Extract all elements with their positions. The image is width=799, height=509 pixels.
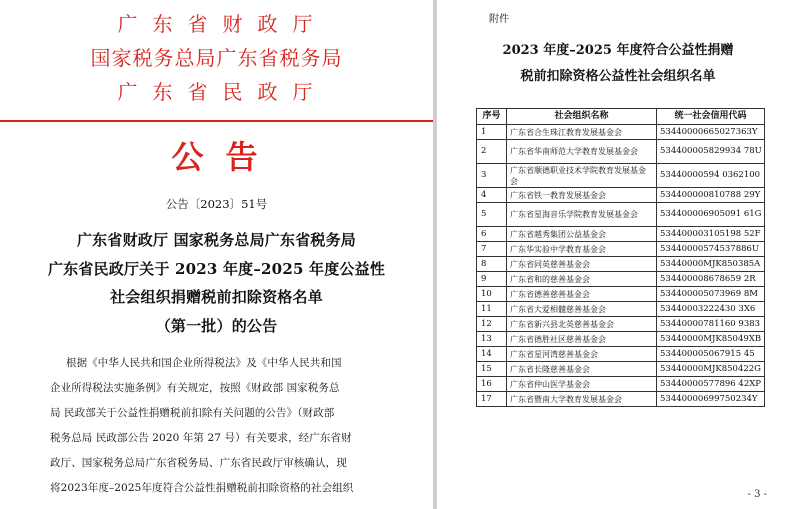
row-number: 9 (477, 272, 507, 287)
credit-code: 534400006905091 61G (657, 203, 765, 227)
table-row (477, 140, 765, 164)
credit-code: 534400008678659 2R (657, 272, 765, 287)
organization-name: 广东省越秀集团公益基金会 (507, 227, 657, 242)
row-number: 15 (477, 362, 507, 377)
table-row (477, 242, 765, 257)
credit-code: 53440000MJK85049XB (657, 332, 765, 347)
table-row (477, 317, 765, 332)
row-number: 7 (477, 242, 507, 257)
credit-code: 53440000MJK850422G (657, 362, 765, 377)
row-number: 4 (477, 188, 507, 203)
announcement-heading-line: 广东省财政厅 国家税务总局广东省税务局 (76, 231, 357, 249)
organization-name: 广东省新兴县北英慈善基金会 (507, 317, 657, 332)
row-number: 2 (477, 140, 507, 164)
credit-code: 53440000781160 9383 (657, 317, 765, 332)
credit-code: 534400005829934 78U (657, 140, 765, 164)
row-number: 8 (477, 257, 507, 272)
issuer-tax-bureau: 国家税务总局广东省税务局 (90, 46, 343, 70)
credit-code: 53440000MJK850385A (657, 257, 765, 272)
list-title-line: 2023 年度–2025 年度符合公益性捐赠 (502, 43, 734, 58)
announcement-heading-line: （第一批）的公告 (155, 317, 278, 335)
table-row (477, 347, 765, 362)
organization-name: 广东省同英慈善基金会 (507, 257, 657, 272)
organization-name: 广东省德胜社区慈善基金会 (507, 332, 657, 347)
organization-name: 广东省铁一教育发展基金会 (507, 188, 657, 203)
table-row (477, 272, 765, 287)
organization-name: 广东省德善慈善基金会 (507, 287, 657, 302)
credit-code: 534400005073969 8M (657, 287, 765, 302)
issuer-finance-dept: 广东省财政厅 (117, 12, 328, 36)
credit-code: 53440000665027363Y (657, 125, 765, 140)
credit-code: 534400005067915 45 (657, 347, 765, 362)
notice-title: 公告 (171, 138, 280, 176)
column-header-org-name: 社会组织名称 (507, 109, 657, 125)
organization-name: 广东省华南师范大学教育发展基金会 (507, 140, 657, 164)
body-text-line: 根据《中华人民共和国企业所得税法》及《中华人民共和国 (66, 357, 342, 369)
row-number: 3 (477, 164, 507, 188)
row-number: 1 (477, 125, 507, 140)
row-number: 10 (477, 287, 507, 302)
attachment-label: 附件 (489, 14, 509, 25)
row-number: 11 (477, 302, 507, 317)
row-number: 13 (477, 332, 507, 347)
organization-name: 广东省暨南大学教育发展基金会 (507, 392, 657, 407)
table-row (477, 188, 765, 203)
table-row (477, 257, 765, 272)
column-header-credit-code: 统一社会信用代码 (657, 109, 765, 125)
red-divider-line (0, 120, 433, 122)
table-row (477, 392, 765, 407)
organization-name: 广东省合生珠江教育发展基金会 (507, 125, 657, 140)
organization-name: 广东省星海音乐学院教育发展基金会 (507, 203, 657, 227)
organization-name: 广东省星河湾慈善基金会 (507, 347, 657, 362)
organization-name: 广东华实验中学教育基金会 (507, 242, 657, 257)
row-number: 6 (477, 227, 507, 242)
body-text-line: 局 民政部关于公益性捐赠税前扣除有关问题的公告》（财政部 (50, 407, 335, 419)
right-page (437, 0, 799, 509)
table-row (477, 362, 765, 377)
table-row (477, 203, 765, 227)
organization-name: 广东省大爱相髓慈善基金会 (507, 302, 657, 317)
list-title-line: 税前扣除资格公益性社会组织名单 (520, 69, 716, 84)
announcement-heading-line: 社会组织捐赠税前扣除资格名单 (110, 288, 323, 306)
organization-name: 广东省顺德职业技术学院教育发展基金会 (507, 164, 657, 188)
announcement-heading-line: 广东省民政厅关于 2023 年度–2025 年度公益性 (47, 260, 386, 278)
table-row (477, 227, 765, 242)
credit-code: 53440000574537886U (657, 242, 765, 257)
table-row (477, 125, 765, 140)
body-text-line: 企业所得税法实施条例》有关规定，按照《财政部 国家税务总 (50, 382, 340, 394)
credit-code: 53440000699750234Y (657, 392, 765, 407)
organization-table (476, 108, 765, 407)
table-row (477, 332, 765, 347)
body-text-line: 将2023年度–2025年度符合公益性捐赠税前扣除资格的社会组织 (50, 482, 354, 494)
body-text-line: 政厅、国家税务总局广东省税务局、广东省民政厅审核确认，现 (50, 457, 347, 469)
row-number: 17 (477, 392, 507, 407)
column-header-number: 序号 (477, 109, 507, 125)
row-number: 5 (477, 203, 507, 227)
credit-code: 534400000810788 29Y (657, 188, 765, 203)
credit-code: 53440003222430 3X6 (657, 302, 765, 317)
table-row (477, 164, 765, 188)
organization-name: 广东省长隆慈善基金会 (507, 362, 657, 377)
credit-code: 53440000594 0362100 (657, 164, 765, 188)
organization-name: 广东省仲山医学基金会 (507, 377, 657, 392)
body-text-line: 税务总局 民政部公告 2020 年第 27 号）有关要求，经广东省财 (50, 432, 352, 444)
page-number: - 3 - (747, 489, 767, 500)
credit-code: 534400003105198 52F (657, 227, 765, 242)
issuer-civil-affairs-dept: 广东省民政厅 (117, 80, 328, 104)
table-row (477, 377, 765, 392)
table-row (477, 287, 765, 302)
row-number: 12 (477, 317, 507, 332)
row-number: 14 (477, 347, 507, 362)
row-number: 16 (477, 377, 507, 392)
document-number: 公告〔2023〕51号 (165, 197, 268, 211)
credit-code: 53440000577896 42XP (657, 377, 765, 392)
table-row (477, 302, 765, 317)
organization-name: 广东省和的慈善基金会 (507, 272, 657, 287)
